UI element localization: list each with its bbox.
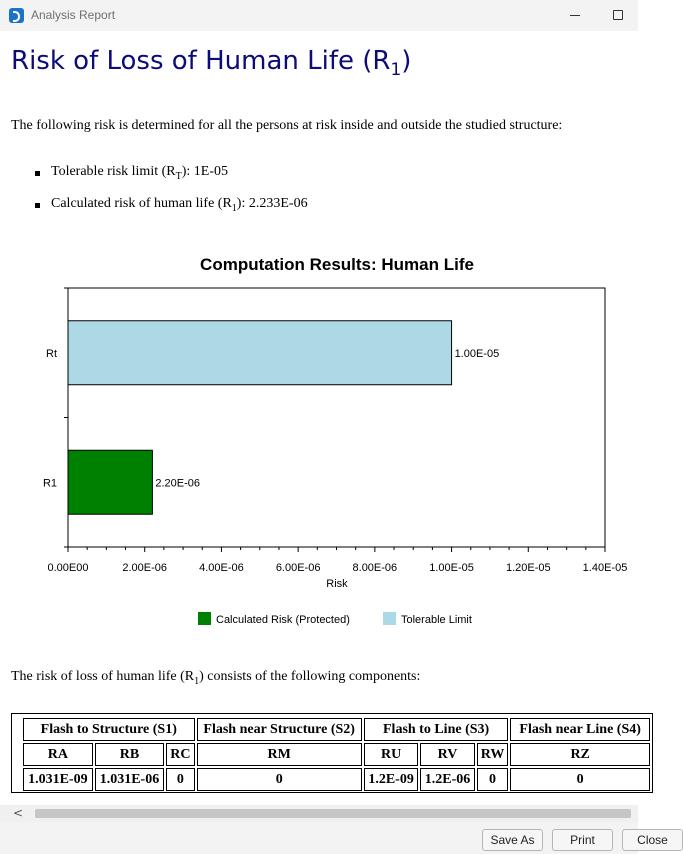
column-header-rm: RM: [197, 743, 362, 766]
x-tick-label: 1.20E-05: [505, 562, 551, 574]
risk-bar-chart: [0, 247, 638, 647]
intro-text: The following risk is determined for all the persons at risk inside and outside the studied structure:: [11, 118, 563, 133]
x-tick-label: 4.00E-06: [199, 562, 244, 574]
table-cell-rv: 1.2E-06: [420, 768, 474, 791]
plot-area: [43, 288, 627, 574]
column-header-rz: RZ: [510, 743, 650, 766]
close-button[interactable]: Close: [622, 829, 683, 851]
table-cell-rm: 0: [197, 768, 362, 791]
x-tick-label: 8.00E-06: [352, 562, 398, 574]
x-tick-label: 2.00E-06: [122, 562, 168, 574]
list-item: Calculated risk of human life $(R_1)$: 2.233E-06: [35, 196, 308, 214]
bar-r1: [68, 450, 152, 514]
minimize-button[interactable]: [560, 0, 590, 31]
components-table-frame: [11, 713, 653, 793]
table-cell-rz: 0: [510, 768, 650, 791]
group-header-s4: Flash near Line (S4): [510, 718, 650, 741]
scrollbar-thumb[interactable]: [35, 809, 631, 818]
category-label: R1: [42, 477, 57, 490]
legend-swatch: [383, 612, 396, 625]
title-bar: [0, 0, 638, 31]
table-row: [23, 768, 650, 791]
maximize-button[interactable]: [603, 0, 633, 31]
legend-swatch: [198, 612, 211, 625]
save-as-button[interactable]: Save As: [482, 829, 543, 851]
legend-label: Calculated Risk (Protected): [216, 614, 350, 626]
dialog-footer: [0, 822, 668, 854]
data-label: 2.20E-06: [155, 477, 201, 490]
x-tick-label: 1.40E-05: [582, 562, 628, 574]
chart-legend: [198, 612, 472, 626]
chart-title: Computation Results: Human Life: [200, 255, 474, 274]
x-axis-label: Risk: [326, 578, 348, 590]
x-tick-label: 0.00E00: [47, 562, 89, 574]
column-header-ra: RA: [23, 743, 93, 766]
group-header-s3: Flash to Line (S3): [364, 718, 508, 741]
column-header-rc: RC: [166, 743, 194, 766]
column-header-rw: RW: [477, 743, 509, 766]
page-title: Risk of Loss of Human Life $(R_1)$: [11, 46, 412, 81]
group-header-s1: Flash to Structure (S1): [23, 718, 195, 741]
risk-summary-list: [35, 164, 308, 228]
category-label: Rt: [46, 347, 57, 360]
legend-label: Tolerable Limit: [401, 614, 472, 626]
group-header-s2: Flash near Structure (S2): [197, 718, 362, 741]
table-cell-rc: 0: [166, 768, 194, 791]
table-cell-ra: 1.031E-09: [23, 768, 93, 791]
data-label: 1.00E-05: [454, 347, 500, 360]
bar-rt: [68, 321, 452, 385]
app-logo-icon: [9, 8, 24, 23]
window-title: Analysis Report: [31, 8, 116, 22]
table-row: [23, 718, 650, 741]
table-cell-ru: 1.2E-09: [364, 768, 418, 791]
risk-components-table: [21, 716, 652, 793]
print-button[interactable]: Print: [552, 829, 613, 851]
table-cell-rb: 1.031E-06: [95, 768, 165, 791]
x-tick-label: 1.00E-05: [429, 562, 474, 574]
table-cell-rw: 0: [477, 768, 509, 791]
column-header-rb: RB: [95, 743, 165, 766]
table-row: [23, 743, 650, 766]
column-header-ru: RU: [364, 743, 418, 766]
components-intro-text: The risk of loss of human life $(R_1)$ consists of the following components:: [11, 669, 421, 687]
horizontal-scrollbar[interactable]: [0, 805, 638, 822]
scroll-left-icon[interactable]: <: [13, 806, 24, 820]
report-content: [0, 31, 641, 805]
x-tick-label: 6.00E-06: [275, 562, 321, 574]
column-header-rv: RV: [420, 743, 474, 766]
list-item: Tolerable risk limit $(R_T)$: 1E-05: [35, 164, 308, 182]
